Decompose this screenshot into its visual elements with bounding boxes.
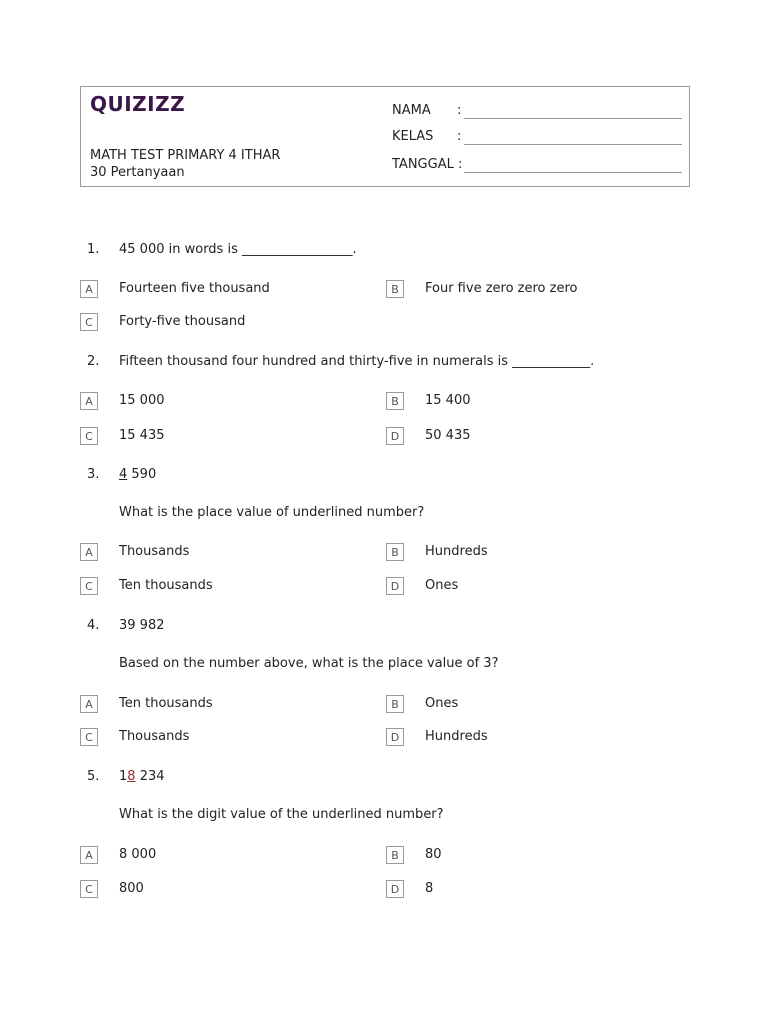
option-letter: A [80, 392, 98, 410]
option-text: 80 [425, 847, 442, 862]
option-letter: C [80, 313, 98, 331]
option-letter: D [386, 880, 404, 898]
option-text: 800 [119, 881, 144, 896]
option-text: Ten thousands [119, 696, 213, 711]
question-text: Fifteen thousand four hundred and thirty-five in numerals is ____________. [119, 354, 595, 369]
option-text: Hundreds [425, 729, 488, 744]
option-text: Thousands [119, 544, 190, 559]
quizizz-logo: QUIZIZZ [90, 92, 186, 116]
option-letter: B [386, 543, 404, 561]
option-text: Hundreds [425, 544, 488, 559]
option-text: 8 [425, 881, 434, 896]
option-text: Four five zero zero zero [425, 281, 578, 296]
question-text: What is the place value of underlined number? [119, 505, 425, 520]
question-count: 30 Pertanyaan [90, 165, 185, 180]
question-number: 3. [87, 467, 100, 482]
question-text: Based on the number above, what is the place value of 3? [119, 656, 499, 671]
option-letter: C [80, 728, 98, 746]
number-rest: 234 [135, 769, 165, 784]
class-label: KELAS [392, 129, 434, 144]
class-line[interactable] [464, 144, 682, 145]
question-number: 1. [87, 242, 100, 257]
class-colon: : [457, 129, 462, 144]
underlined-digit: 4 [119, 467, 128, 482]
option-text: Ones [425, 696, 459, 711]
question-text: 45 000 in words is _________________. [119, 242, 357, 257]
option-text: 50 435 [425, 428, 471, 443]
option-letter: C [80, 577, 98, 595]
name-colon: : [457, 103, 462, 118]
option-text: Forty-five thousand [119, 314, 246, 329]
option-letter: D [386, 577, 404, 595]
option-letter: A [80, 695, 98, 713]
option-text: Ten thousands [119, 578, 213, 593]
number-pre: 1 [119, 769, 128, 784]
option-text: 15 400 [425, 393, 471, 408]
name-label: NAMA [392, 103, 431, 118]
option-letter: B [386, 280, 404, 298]
underlined-digit: 8 [127, 769, 136, 784]
option-text: 15 000 [119, 393, 165, 408]
date-label: TANGGAL : [392, 157, 463, 172]
option-letter: D [386, 427, 404, 445]
option-text: Fourteen five thousand [119, 281, 270, 296]
worksheet-header [80, 86, 690, 187]
option-text: Thousands [119, 729, 190, 744]
option-text: Ones [425, 578, 459, 593]
option-letter: B [386, 392, 404, 410]
option-letter: C [80, 880, 98, 898]
option-letter: C [80, 427, 98, 445]
option-letter: B [386, 846, 404, 864]
option-text: 15 435 [119, 428, 165, 443]
question-number-value [119, 467, 156, 482]
number-rest: 590 [127, 467, 157, 482]
option-letter: A [80, 280, 98, 298]
question-number-value: 39 982 [119, 618, 165, 633]
option-letter: A [80, 846, 98, 864]
question-text: What is the digit value of the underlined number? [119, 807, 444, 822]
date-line[interactable] [464, 172, 682, 173]
question-number-value [119, 769, 165, 784]
option-letter: B [386, 695, 404, 713]
question-number: 5. [87, 769, 100, 784]
option-letter: A [80, 543, 98, 561]
option-letter: D [386, 728, 404, 746]
option-text: 8 000 [119, 847, 157, 862]
name-line[interactable] [464, 118, 682, 119]
question-number: 2. [87, 354, 100, 369]
question-number: 4. [87, 618, 100, 633]
test-title: MATH TEST PRIMARY 4 ITHAR [90, 148, 281, 163]
